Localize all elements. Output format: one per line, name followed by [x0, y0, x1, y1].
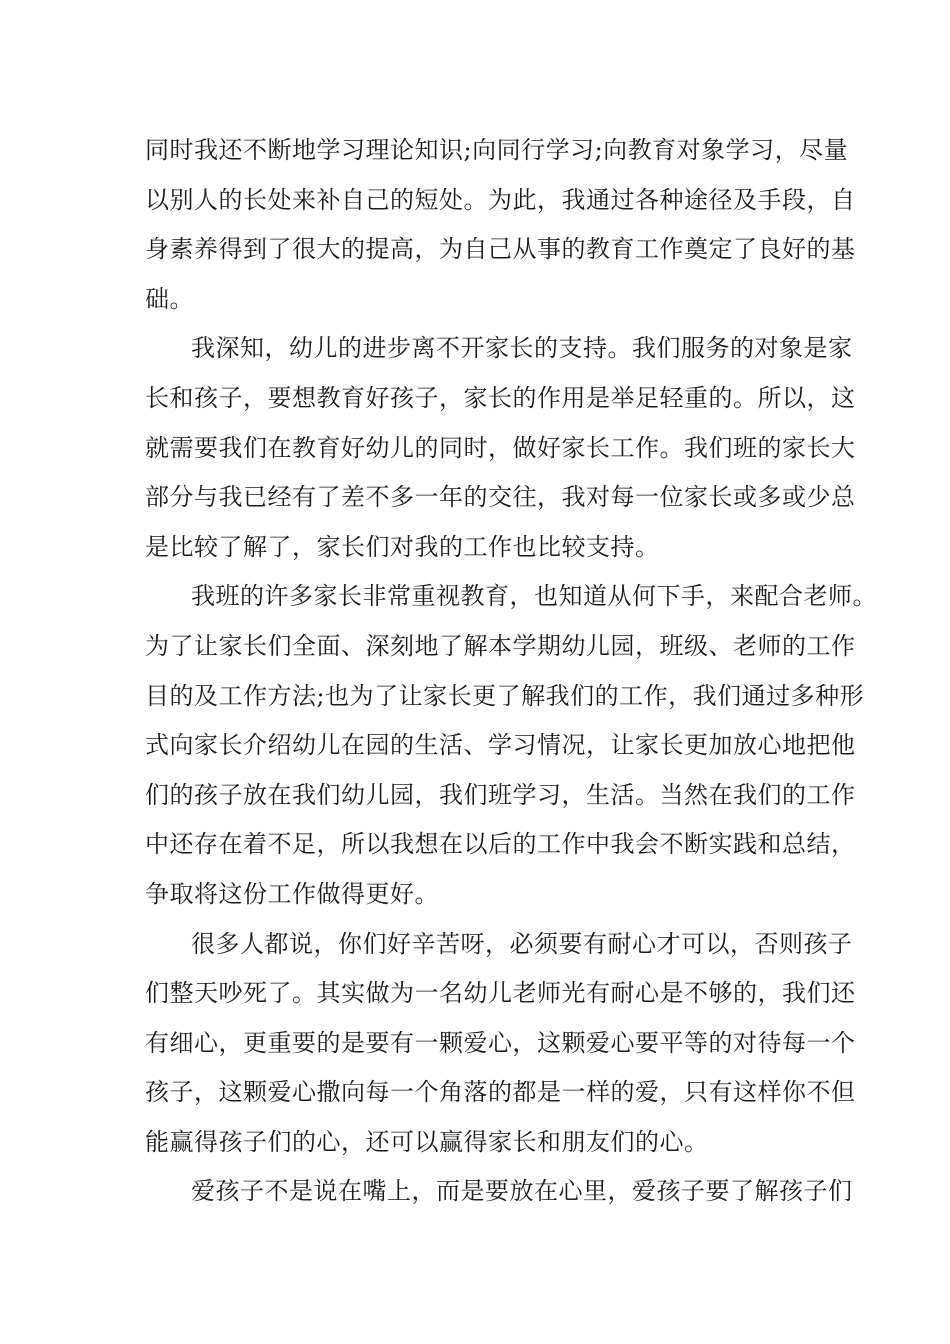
paragraph-first-line: 我深知，幼儿的进步离不开家长的支持。我们服务的对象是家 — [191, 334, 853, 363]
text-line: 是比较了解了，家长们对我的工作也比较支持。 — [145, 532, 660, 561]
text-line: 目的及工作方法;也为了让家长更了解我们的工作，我们通过多种形 — [145, 681, 865, 710]
text-line: 为了让家长们全面、深刻地了解本学期幼儿园，班级、老师的工作 — [145, 631, 856, 660]
text-line: 身素养得到了很大的提高，为自己从事的教育工作奠定了良好的基 — [145, 235, 856, 264]
paragraph-first-line: 我班的许多家长非常重视教育，也知道从何下手，来配合老师。 — [191, 582, 877, 611]
text-line: 们整天吵死了。其实做为一名幼儿老师光有耐心是不够的，我们还 — [145, 979, 856, 1008]
text-line: 同时我还不断地学习理论知识;向同行学习;向教育对象学习，尽量 — [145, 136, 849, 164]
text-line: 中还存在着不足，所以我想在以后的工作中我会不断实践和总结， — [145, 830, 856, 859]
text-line: 部分与我已经有了差不多一年的交往，我对每一位家长或多或少总 — [145, 483, 856, 512]
text-line: 以别人的长处来补自己的短处。为此，我通过各种途径及手段，自 — [145, 185, 856, 214]
text-line: 能赢得孩子们的心，还可以赢得家长和朋友们的心。 — [145, 1127, 709, 1156]
text-line: 们的孩子放在我们幼儿园，我们班学习，生活。当然在我们的工作 — [145, 780, 856, 809]
text-line: 就需要我们在教育好幼儿的同时，做好家长工作。我们班的家长大 — [145, 433, 856, 462]
text-line: 有细心，更重要的是要有一颗爱心，这颗爱心要平等的对待每一个 — [145, 1028, 856, 1057]
paragraph-first-line: 很多人都说，你们好辛苦呀，必须要有耐心才可以，否则孩子 — [191, 929, 853, 958]
text-line: 础。 — [145, 284, 194, 313]
text-line: 式向家长介绍幼儿在园的生活、学习情况，让家长更加放心地把他 — [145, 731, 856, 760]
paragraph-first-line: 爱孩子不是说在嘴上，而是要放在心里，爱孩子要了解孩子们 — [191, 1177, 853, 1206]
text-line: 长和孩子，要想教育好孩子，家长的作用是举足轻重的。所以，这 — [145, 383, 856, 412]
body-text — [145, 126, 877, 1217]
text-line: 孩子，这颗爱心撒向每一个角落的都是一样的爱，只有这样你不但 — [145, 1078, 856, 1107]
text-line: 争取将这份工作做得更好。 — [145, 879, 439, 908]
